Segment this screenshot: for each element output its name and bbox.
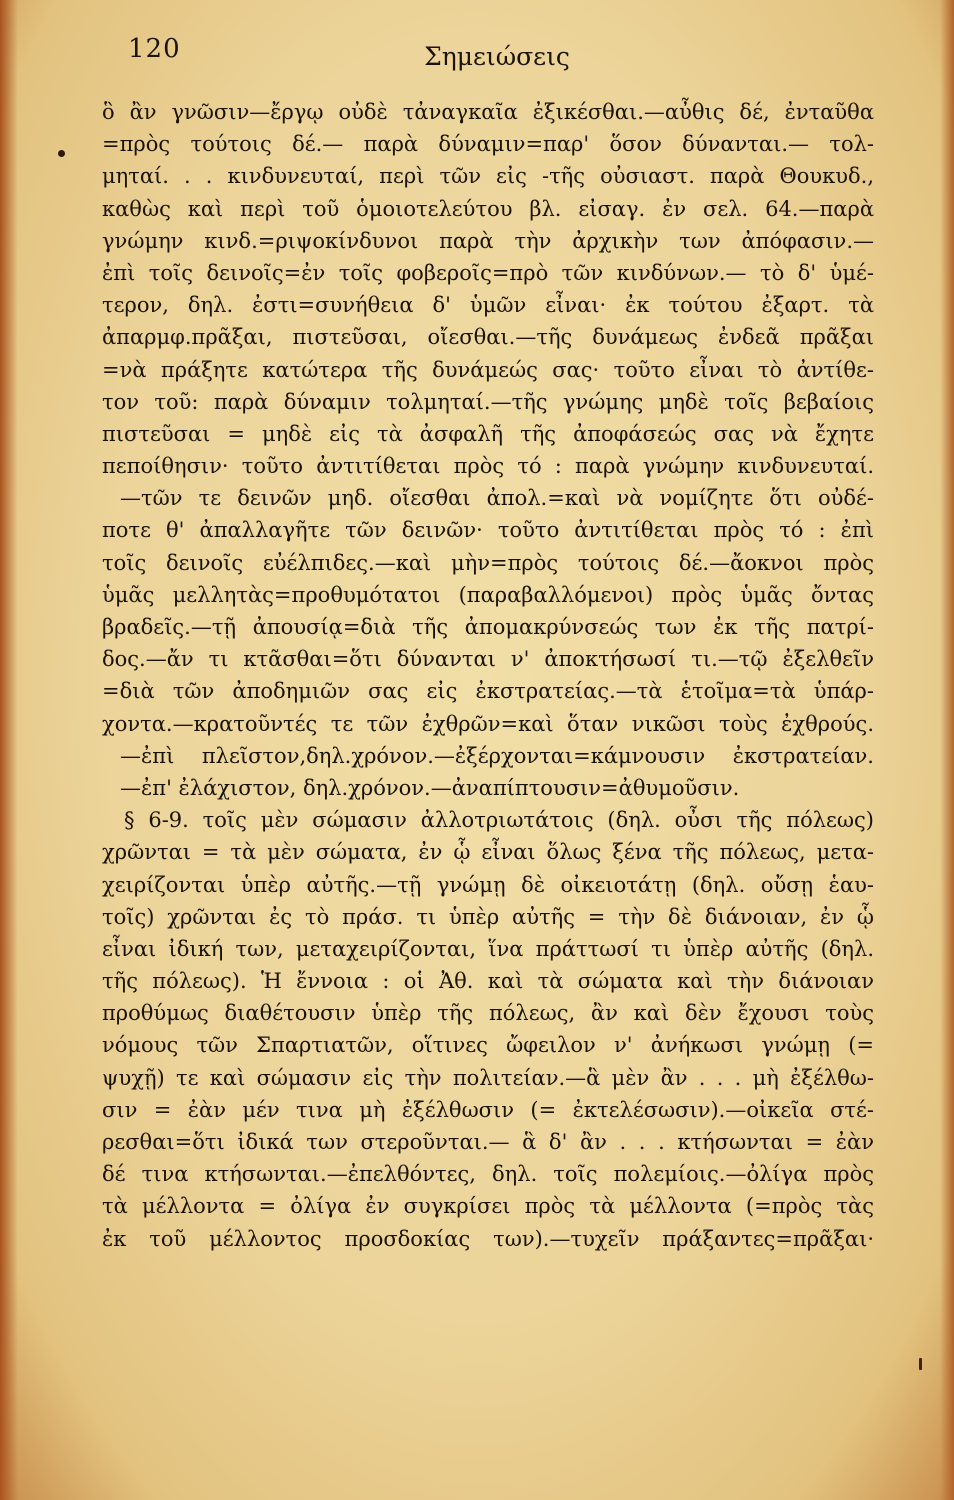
text-line: χρῶνται = τὰ μὲν σώματα, ἐν ᾧ εἶναι ὅλως ξένα τῆς πόλεως, μετα- <box>102 840 874 865</box>
text-line: =νὰ πράξητε κατώτερα τῆς δυνάμεώς σας· τοῦτο εἶναι τὸ ἀντίθε- <box>102 357 874 382</box>
text-line: δέ τινα κτήσωνται.—ἐπελθόντες, δηλ. τοῖς πολεμίοις.—ὀλίγα πρὸς <box>102 1162 874 1187</box>
text-line: τῆς πόλεως). Ἡ ἔννοια : οἱ Ἀθ. καὶ τὰ σώματα καὶ τὴν διάνοιαν <box>102 969 874 994</box>
text-line: ἐπὶ τοῖς δεινοῖς=ἐν τοῖς φοβεροῖς=πρὸ τῶν κινδύνων.— τὸ δ' ὑμέ- <box>102 260 874 285</box>
text-line: τον τοῦ: παρὰ δύναμιν τολμηταί.—τῆς γνώμης μηδὲ τοῖς βεβαίοις <box>102 389 874 414</box>
running-head: Σημειώσεις <box>424 42 570 71</box>
text-line: καθὼς καὶ περὶ τοῦ ὁμοιοτελεύτου βλ. εἰσαγ. ἐν σελ. 64.—παρὰ <box>102 196 874 221</box>
text-line: εἶναι ἰδική των, μεταχειρίζονται, ἵνα πράττωσί τι ὑπὲρ αὐτῆς (δηλ. <box>102 936 874 961</box>
text-line: σιν = ἐὰν μέν τινα μὴ ἐξέλθωσιν (= ἐκτελέσωσιν).—οἰκεῖα στέ- <box>102 1097 874 1122</box>
text-line: τερον, δηλ. ἐστι=συνήθεια δ' ὑμῶν εἶναι· ἐκ τούτου ἐξαρτ. τὰ <box>102 293 874 318</box>
page-number: 120 <box>128 34 181 64</box>
text-line: ποτε θ' ἀπαλλαγῆτε τῶν δεινῶν· τοῦτο ἀντιτίθεται πρὸς τό : ἐπὶ <box>102 518 874 543</box>
text-line: =πρὸς τούτοις δέ.— παρὰ δύναμιν=παρ' ὅσον δύνανται.— τολ- <box>102 132 874 157</box>
text-line: νόμους τῶν Σπαρτιατῶν, οἵτινες ὤφειλον ν' ἀνήκωσι γνώμῃ (= <box>102 1033 874 1058</box>
margin-dot-mark <box>58 150 65 157</box>
page-edge-shadow-left <box>0 0 18 1500</box>
text-line: πεποίθησιν· τοῦτο ἀντιτίθεται πρὸς τό : παρὰ γνώμην κινδυνευταί. <box>102 454 874 479</box>
text-line: —ἐπ' ἐλάχιστον, δηλ.χρόνον.—ἀναπίπτουσιν=ἀθυμοῦσιν. <box>120 775 740 800</box>
text-line: =διὰ τῶν ἀποδημιῶν σας εἰς ἐκστρατείας.—τὰ ἑτοῖμα=τὰ ὑπάρ- <box>102 679 874 704</box>
notes-text-block <box>102 96 874 1255</box>
text-line: ψυχῇ) τε καὶ σώμασιν εἰς τὴν πολιτείαν.—ἃ μὲν ἂν . . . μὴ ἐξέλθω- <box>102 1065 874 1090</box>
text-line: πιστεῦσαι = μηδὲ εἰς τὰ ἀσφαλῆ τῆς ἀποφάσεώς σας νὰ ἔχητε <box>102 421 874 446</box>
text-line: τοῖς δεινοῖς εὐέλπιδες.—καὶ μὴν=πρὸς τούτοις δέ.—ἄοκνοι πρὸς <box>102 550 874 575</box>
margin-ink-mark <box>919 1358 922 1370</box>
text-line: δος.—ἄν τι κτᾶσθαι=ὅτι δύνανται ν' ἀποκτήσωσί τι.—τῷ ἐξελθεῖν <box>102 647 874 672</box>
text-line: —τῶν τε δεινῶν μηδ. οἴεσθαι ἀπολ.=καὶ νὰ νομίζητε ὅτι οὐδέ- <box>120 486 874 511</box>
text-line: ὃ ἂν γνῶσιν—ἔργῳ οὐδὲ τἀναγκαῖα ἐξικέσθαι.—αὖθις δέ, ἐνταῦθα <box>102 100 874 124</box>
text-line: ρεσθαι=ὅτι ἰδικά των στεροῦνται.— ἃ δ' ἂν . . . κτήσωνται = ἐὰν <box>102 1130 874 1154</box>
text-line: βραδεῖς.—τῇ ἀπουσίᾳ=διὰ τῆς ἀπομακρύνσεώς των ἐκ τῆς πατρί- <box>102 615 874 639</box>
text-line: —ἐπὶ πλεῖστον,δηλ.χρόνον.—ἐξέρχονται=κάμνουσιν ἐκστρατείαν. <box>120 743 874 768</box>
text-line: ἐκ τοῦ μέλλοντος προσδοκίας των).—τυχεῖν πράξαντες=πρᾶξαι· <box>102 1226 874 1251</box>
text-line: ὑμᾶς μελλητὰς=προθυμότατοι (παραβαλλόμενοι) πρὸς ὑμᾶς ὄντας <box>102 582 874 607</box>
text-line: τοῖς) χρῶνται ἐς τὸ πράσ. τι ὑπὲρ αὐτῆς = τὴν δὲ διάνοιαν, ἐν ᾧ <box>102 904 874 929</box>
text-line: ἀπαρμφ.πρᾶξαι, πιστεῦσαι, οἴεσθαι.—τῆς δυνάμεως ἐνδεᾶ πρᾶξαι <box>102 325 874 350</box>
text-line: γνώμην κινδ.=ριψοκίνδυνοι παρὰ τὴν ἀρχικὴν των ἀπόφασιν.— <box>102 228 874 253</box>
page-edge-shadow-right <box>940 0 954 1500</box>
section-start-line: § 6-9. τοῖς μὲν σώμασιν ἀλλοτριωτάτοις (δηλ. οὖσι τῆς πόλεως) <box>124 808 874 833</box>
text-line: τὰ μέλλοντα = ὀλίγα ἐν συγκρίσει πρὸς τὰ μέλλοντα (=πρὸς τὰς <box>102 1194 874 1219</box>
text-line: χοντα.—κρατοῦντές τε τῶν ἐχθρῶν=καὶ ὅταν νικῶσι τοὺς ἐχθρούς. <box>102 711 874 736</box>
text-line: προθύμως διαθέτουσιν ὑπὲρ τῆς πόλεως, ἂν καὶ δὲν ἔχουσι τοὺς <box>102 1001 874 1026</box>
text-line: μηταί. . . κινδυνευταί, περὶ τῶν εἰς -τῆς οὐσιαστ. παρὰ Θουκυδ., <box>102 164 874 189</box>
text-line: χειρίζονται ὑπὲρ αὐτῆς.—τῇ γνώμῃ δὲ οἰκειοτάτῃ (δηλ. οὔσῃ ἑαυ- <box>102 872 874 897</box>
